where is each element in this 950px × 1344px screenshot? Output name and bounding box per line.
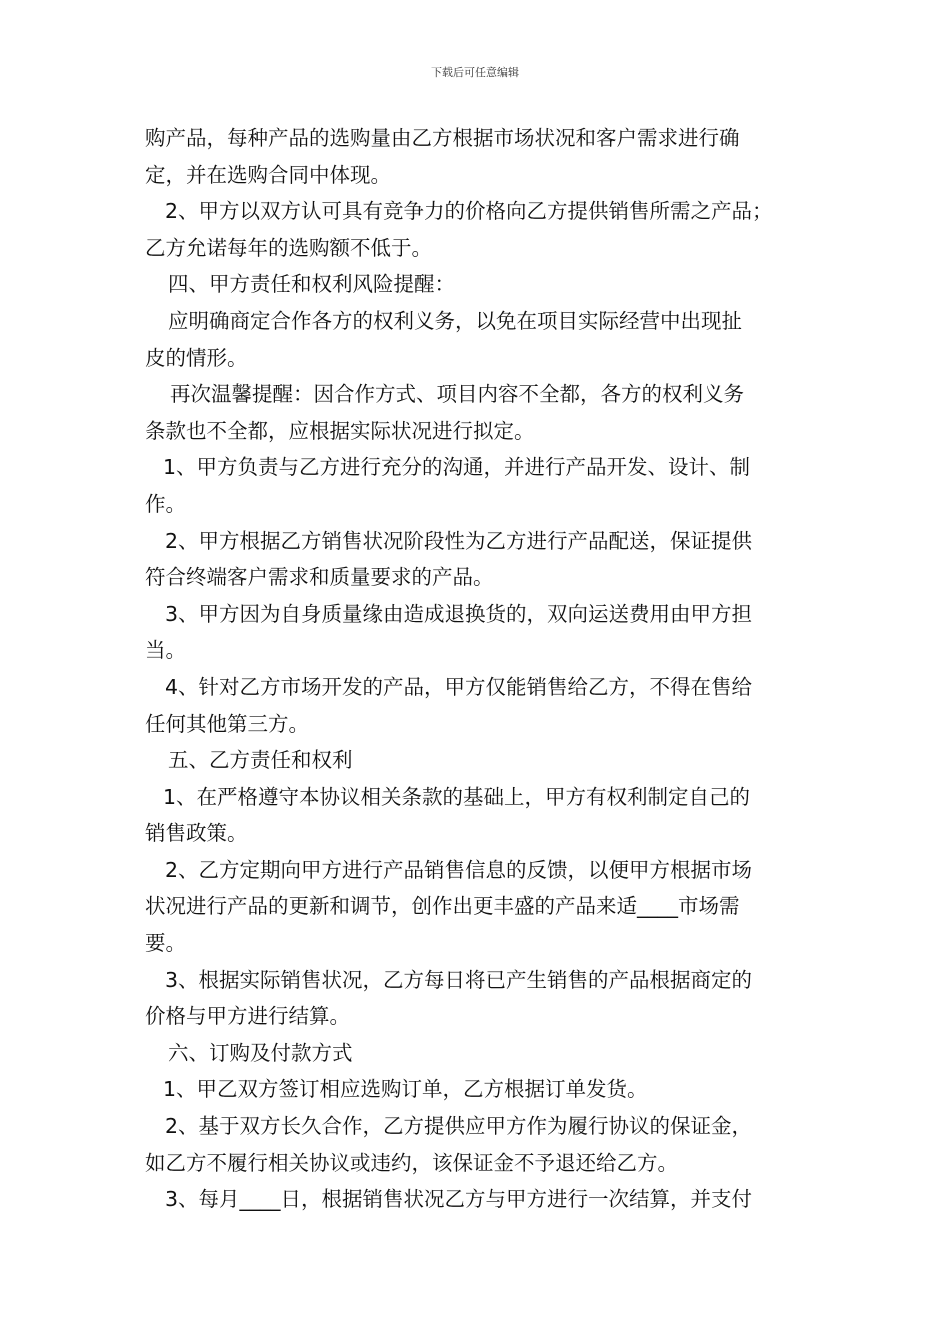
paragraph-line: 状况进行产品的更新和调节，创作出更丰盛的产品来适____市场需 bbox=[145, 894, 740, 919]
paragraph-line: 皮的情形。 bbox=[145, 345, 248, 370]
paragraph-line: 应明确商定合作各方的权利义务，以免在项目实际经营中出现扯 bbox=[168, 308, 742, 333]
paragraph-line: 定，并在选购合同中体现。 bbox=[145, 162, 391, 187]
paragraph-line: 要。 bbox=[145, 931, 186, 956]
paragraph-line: 2、基于双方长久合作，乙方提供应甲方作为履行协议的保证金， bbox=[165, 1114, 753, 1139]
paragraph-line: 1、在严格遵守本协议相关条款的基础上，甲方有权利制定自己的 bbox=[163, 784, 751, 809]
section-heading: 五、乙方责任和权利 bbox=[168, 748, 353, 773]
paragraph-line: 再次温馨提醒：因合作方式、项目内容不全都，各方的权利义务 bbox=[170, 382, 744, 407]
paragraph-line: 价格与甲方进行结算。 bbox=[145, 1004, 350, 1029]
paragraph-line: 当。 bbox=[145, 638, 186, 663]
paragraph-line: 如乙方不履行相关协议或违约，该保证金不予退还给乙方。 bbox=[145, 1150, 678, 1175]
section-heading: 六、订购及付款方式 bbox=[168, 1040, 353, 1065]
paragraph-line: 4、针对乙方市场开发的产品，甲方仅能销售给乙方，不得在售给 bbox=[165, 674, 753, 699]
paragraph-line: 条款也不全都，应根据实际状况进行拟定。 bbox=[145, 418, 535, 443]
paragraph-line: 符合终端客户需求和质量要求的产品。 bbox=[145, 565, 494, 590]
paragraph-line: 乙方允诺每年的选购额不低于。 bbox=[145, 235, 432, 260]
paragraph-line: 3、根据实际销售状况，乙方每日将已产生销售的产品根据商定的 bbox=[165, 967, 753, 992]
section-heading: 四、甲方责任和权利风险提醒： bbox=[168, 272, 455, 297]
paragraph-line: 1、甲方负责与乙方进行充分的沟通，并进行产品开发、设计、制 bbox=[163, 455, 751, 480]
document-body bbox=[145, 120, 810, 1218]
paragraph-line: 3、甲方因为自身质量缘由造成退换货的，双向运送费用由甲方担 bbox=[165, 601, 753, 626]
paragraph-line: 2、乙方定期向甲方进行产品销售信息的反馈，以便甲方根据市场 bbox=[165, 857, 753, 882]
paragraph-line: 任何其他第三方。 bbox=[145, 711, 309, 736]
paragraph-line: 购产品，每种产品的选购量由乙方根据市场状况和客户需求进行确 bbox=[145, 126, 740, 150]
paragraph-line: 3、每月____日，根据销售状况乙方与甲方进行一次结算，并支付 bbox=[165, 1187, 753, 1212]
page-header: 下载后可任意编辑 bbox=[431, 66, 519, 79]
paragraph-line: 2、甲方以双方认可具有竞争力的价格向乙方提供销售所需之产品； bbox=[165, 199, 773, 224]
paragraph-line: 作。 bbox=[145, 491, 186, 516]
paragraph-line: 1、甲乙双方签订相应选购订单，乙方根据订单发货。 bbox=[163, 1077, 648, 1102]
paragraph-line: 销售政策。 bbox=[145, 821, 248, 846]
paragraph-line: 2、甲方根据乙方销售状况阶段性为乙方进行产品配送，保证提供 bbox=[165, 528, 753, 553]
